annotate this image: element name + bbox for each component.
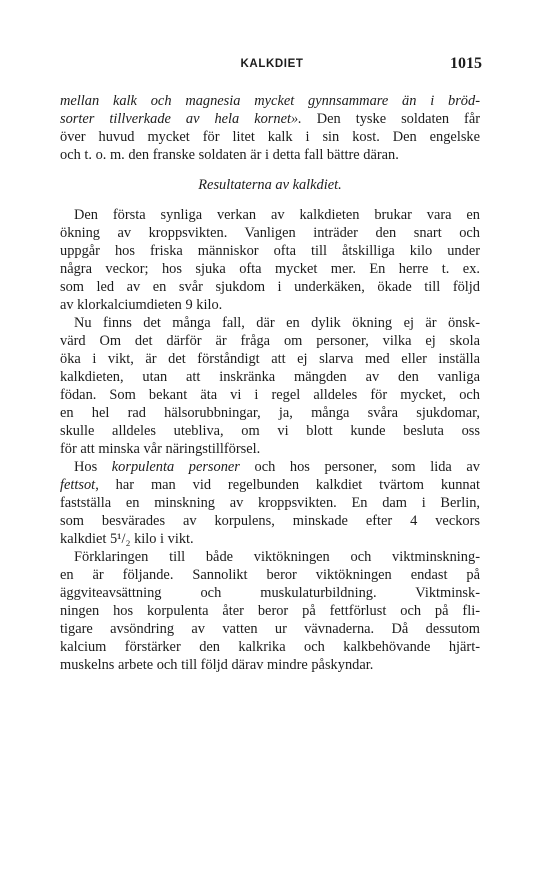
text-run: en hel rad hälsorubbningar, ja, många svåra sjukdomar, — [60, 405, 480, 421]
text-run: ökning av kroppsvikten. Vanligen inträder den snart och — [60, 225, 480, 241]
text-line — [60, 314, 480, 332]
text-line — [60, 278, 480, 296]
text-run: muskelns arbete och till följd därav mindre påskyndar. — [60, 657, 374, 673]
italic-run: korpulenta personer — [111, 459, 240, 475]
text-run: värd Om det därför är fråga om personer, vilka ej skola — [60, 333, 480, 349]
italic-run: sorter tillverkade av hela kornet». — [60, 111, 302, 127]
text-run: tigare avsöndring av vatten ur vävnaderna. Då dessutom — [60, 621, 480, 637]
running-title: KALKDIET — [240, 58, 304, 70]
text-run: Hos — [74, 459, 112, 475]
text-run: fastställa en minskning av kroppsvikten. En dam i Berlin, — [60, 495, 480, 511]
body-text — [60, 92, 480, 674]
text-run: för att minska vår näringstillförsel. — [60, 441, 261, 457]
text-run: , har man vid regelbunden kalkdiet tvärtom kunnat — [95, 477, 480, 493]
text-run: kalkdieten, utan att inskränka mängden av den vanliga — [60, 369, 480, 385]
text-line — [60, 260, 480, 278]
text-run: äggviteavsättning och muskulaturbildning. Viktminsk- — [60, 585, 480, 601]
text-run: Den första synliga verkan av kalkdieten brukar vara en — [74, 207, 480, 223]
text-line — [60, 110, 480, 128]
text-run: som led av en svår sjukdom i underkäken, ökade till följd — [60, 279, 480, 295]
page-number: 1015 — [450, 55, 482, 72]
text-line — [60, 350, 480, 368]
paragraph — [60, 206, 480, 314]
text-run: några veckor; hos sjuka ofta mycket mer. En herre t. ex. — [60, 261, 480, 277]
text-run: uppgår hos friska människor ofta till åtskilliga kilo under — [60, 243, 480, 259]
text-run: och hos personer, som lida av — [239, 459, 480, 475]
text-run: över huvud mycket för litet kalk i sin kost. Den engelske — [60, 129, 480, 145]
text-line — [60, 242, 480, 260]
text-line — [60, 440, 480, 458]
text-line — [60, 584, 480, 602]
text-line — [60, 206, 480, 224]
text-run: kalcium förstärker den kalkrika och kalkbehövande hjärt- — [60, 639, 480, 655]
paragraph — [60, 92, 480, 164]
text-run: en är följande. Sannolikt beror viktökningen endast på — [60, 567, 480, 583]
text-run: Den tyske soldaten får — [301, 111, 480, 127]
text-line — [60, 146, 480, 164]
text-run: Förklaringen till både viktökningen och viktminskning- — [74, 549, 480, 565]
text-line — [60, 656, 480, 674]
text-line — [60, 332, 480, 350]
paragraph — [60, 314, 480, 458]
text-line — [60, 602, 480, 620]
paragraph — [60, 458, 480, 548]
text-run: skulle alldeles utebliva, om vi blott kunde besluta oss — [60, 423, 480, 439]
text-run: födan. Som bekant äta vi i regel alldeles för mycket, och — [60, 387, 480, 403]
text-line — [60, 368, 480, 386]
text-line — [60, 224, 480, 242]
text-line — [60, 296, 480, 314]
paragraph — [60, 548, 480, 674]
text-run: av klorkalciumdieten 9 kilo. — [60, 297, 223, 313]
text-line — [60, 404, 480, 422]
text-line — [60, 566, 480, 584]
text-line — [60, 476, 480, 494]
text-run: kalkdiet 5¹/₂ kilo i vikt. — [60, 531, 194, 547]
text-line — [60, 386, 480, 404]
text-line — [60, 638, 480, 656]
text-line — [60, 548, 480, 566]
text-run: som besvärades av korpulens, minskade efter 4 veckors — [60, 513, 480, 529]
text-line — [60, 620, 480, 638]
text-run: Nu finns det många fall, där en dylik ökning ej är önsk- — [74, 315, 480, 331]
running-head — [62, 55, 482, 75]
text-line — [60, 458, 480, 476]
text-line — [60, 530, 480, 548]
italic-run: fettsot — [60, 477, 96, 493]
text-line — [60, 512, 480, 530]
text-run: ningen hos korpulenta åter beror på fettförlust och på fli- — [60, 603, 480, 619]
text-line — [60, 128, 480, 146]
text-line — [60, 92, 480, 110]
text-run: och t. o. m. den franske soldaten är i detta fall bättre däran. — [60, 147, 399, 163]
italic-run: mellan kalk och magnesia mycket gynnsammare än i bröd- — [60, 93, 480, 109]
section-heading: Resultaterna av kalkdiet. — [198, 177, 342, 193]
text-line — [60, 494, 480, 512]
text-line — [60, 422, 480, 440]
text-run: öka i vikt, är det förståndigt att ej slarva med eller inställa — [60, 351, 480, 367]
